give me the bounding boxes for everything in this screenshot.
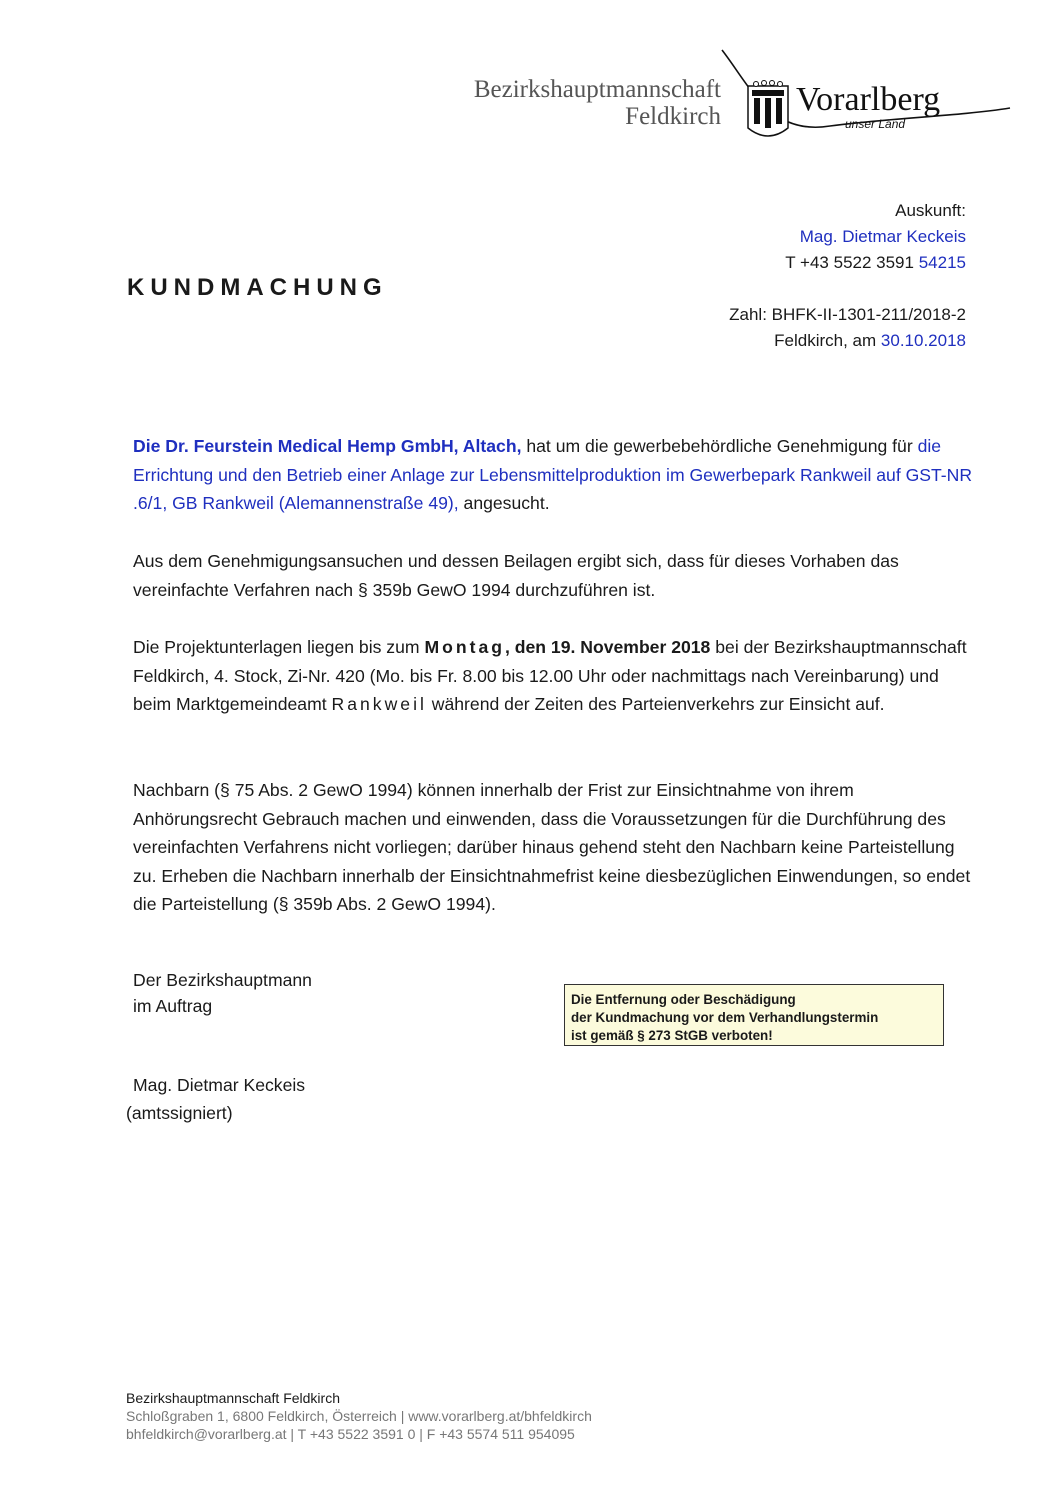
text: bei der Bezirkshauptmannschaft Feldkirch, 4. Stock, Zi-Nr. 420 (Mo. bis Fr. 8.00 bis 12.00 Uhr oder nachmittags nach Vereinbarung) und beim Marktgemeindeamt <box>133 637 967 715</box>
phone-ext: 54215 <box>918 253 966 272</box>
reference-date <box>729 328 966 354</box>
authority-line2: Feldkirch <box>625 103 721 130</box>
text: angesucht. <box>458 493 550 514</box>
paragraph-procedure: Aus dem Genehmigungsansuchen und dessen Beilagen ergibt sich, dass für dieses Vorhaben das vereinfachte Verfahren nach § 359b GewO 1994 durchzuführen ist. <box>133 551 899 600</box>
logo-tagline: unser Land <box>845 117 906 131</box>
deadline-day: Montag <box>424 637 505 657</box>
notice-line1: Die Entfernung oder Beschädigung <box>571 992 796 1007</box>
info-block <box>785 198 966 276</box>
reference-block <box>729 302 966 354</box>
company-name: Die Dr. Feurstein Medical Hemp GmbH, Altach, <box>133 436 522 456</box>
date-value: 30.10.2018 <box>880 331 966 350</box>
signature-mandate: im Auftrag <box>133 996 213 1016</box>
text: Die Projektunterlagen liegen bis zum <box>133 637 425 657</box>
contact-phone <box>785 250 966 276</box>
legal-notice-box <box>564 984 944 1046</box>
signer-name: Mag. Dietmar Keckeis <box>133 1075 306 1095</box>
page-title: KUNDMACHUNG <box>127 274 388 301</box>
date-prefix: Feldkirch, am <box>774 331 877 350</box>
signature-block <box>133 967 312 1019</box>
phone-prefix: T +43 5522 3591 <box>785 253 914 272</box>
logo-name: Vorarlberg <box>796 81 941 118</box>
vorarlberg-logo <box>720 46 1020 146</box>
project-description: die Errichtung und den Betrieb einer Anlage zur Lebensmittelproduktion im Gewerbepark Rankweil auf GST-NR .6/1, GB Rankweil (Alemannenstraße 49), <box>133 436 973 514</box>
text: hat um die gewerbebehördliche Genehmigung für <box>521 436 918 456</box>
authority-line1: Bezirkshauptmannschaft <box>473 76 721 103</box>
footer-address: Schloßgraben 1, 6800 Feldkirch, Österreich | www.vorarlberg.at/bhfeldkirch <box>126 1408 592 1424</box>
footer-name: Bezirkshauptmannschaft Feldkirch <box>126 1390 340 1406</box>
paragraph-inspection <box>133 633 973 719</box>
info-label: Auskunft: <box>895 201 966 220</box>
notice-line2: der Kundmachung vor dem Verhandlungstermin <box>571 1010 879 1025</box>
paragraph-neighbours: Nachbarn (§ 75 Abs. 2 GewO 1994) können innerhalb der Frist zur Einsichtnahme von ihrem Anhörungsrecht Gebrauch machen und einwenden, dass die Voraussetzungen für die Durchführung des vereinfachten Verfahrens nicht vorliegen; darüber hinaus gehend steht den Nachbarn keine Parteistellung zu. Erheben die Nachbarn innerhalb der Einsichtnahmefrist keine diesbezüglichen Einwendungen, so endet die Parteistellung (§ 359b Abs. 2 GewO 1994). <box>133 780 971 915</box>
footer <box>126 1389 592 1443</box>
contact-name: Mag. Dietmar Keckeis <box>799 227 966 246</box>
text: während der Zeiten des Parteienverkehrs zur Einsicht auf. <box>426 694 885 715</box>
signature-note: (amtssigniert) <box>126 1103 233 1123</box>
notice-line3: ist gemäß § 273 StGB verboten! <box>571 1028 773 1043</box>
coat-of-arms-icon <box>748 81 788 137</box>
signature-title: Der Bezirkshauptmann <box>133 970 312 990</box>
reference-number: Zahl: BHFK-II-1301-211/2018-2 <box>729 305 966 324</box>
authority-name <box>474 76 721 130</box>
deadline-date: , den 19. November 2018 <box>504 637 711 657</box>
paragraph-application <box>133 432 973 518</box>
place-name: Rankweil <box>331 694 427 715</box>
footer-contact: bhfeldkirch@vorarlberg.at | T +43 5522 3591 0 | F +43 5574 511 954095 <box>126 1426 575 1442</box>
